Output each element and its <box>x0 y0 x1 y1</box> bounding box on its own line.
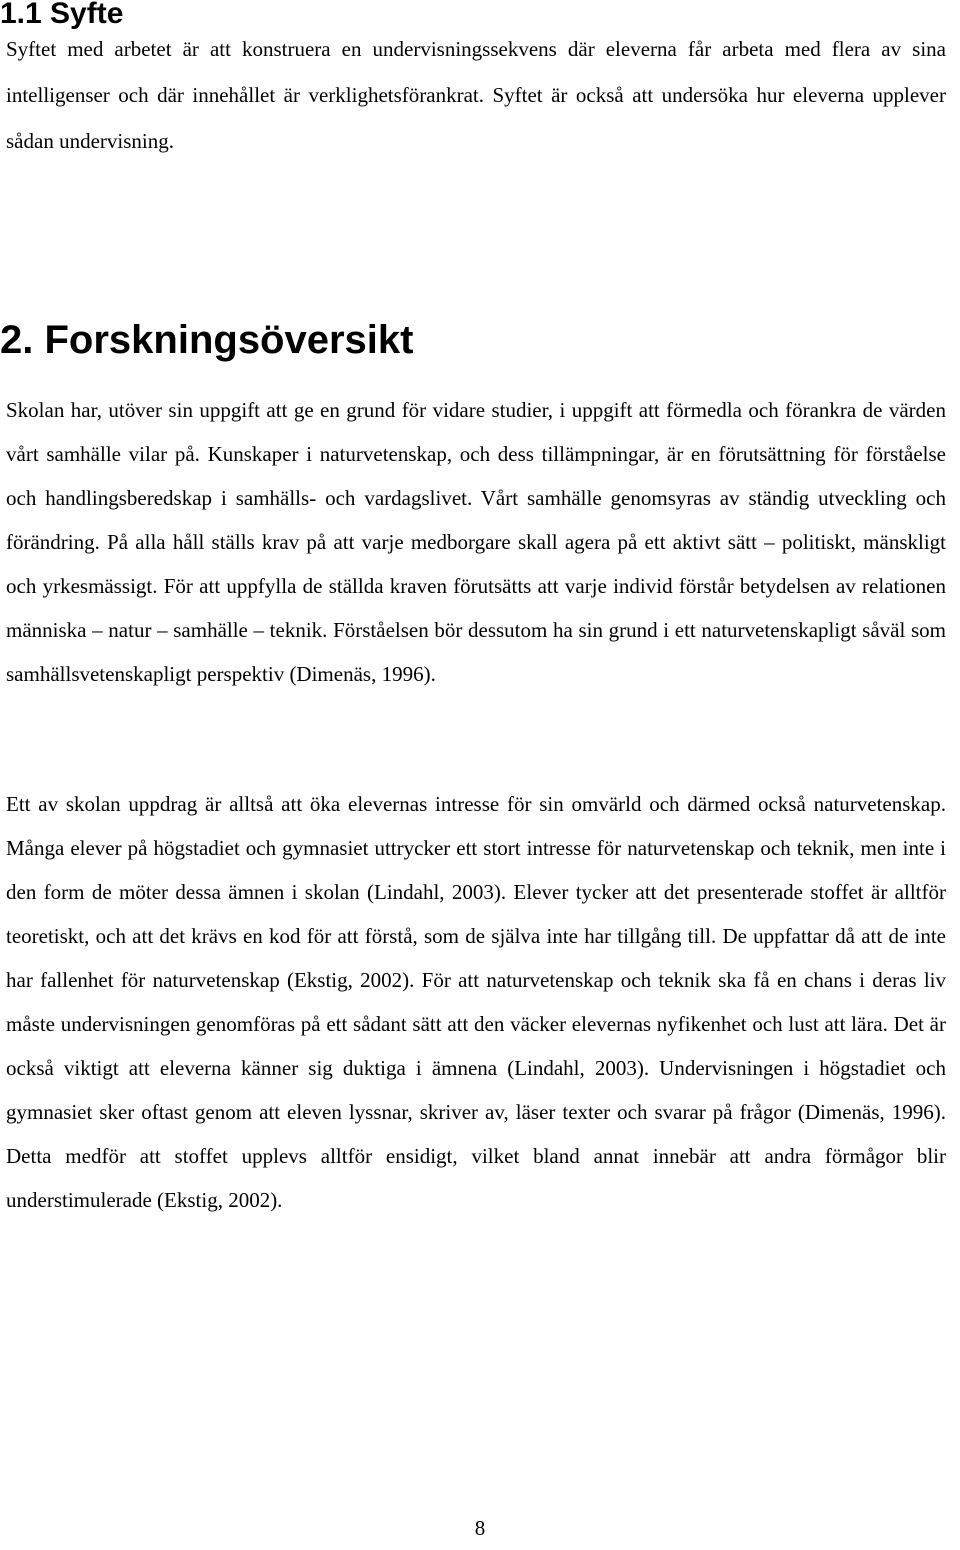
paragraph-forskning-2: Ett av skolan uppdrag är alltså att öka elevernas intresse för sin omvärld och därmed också naturvetenskap. Många elever på högstadiet och gymnasiet uttrycker ett stort intresse för naturvetenskap och teknik, men inte i den form de möter dessa ämnen i skolan (Lindahl, 2003). Elever tycker att det presenterade stoffet är alltför teoretiskt, och att det krävs en kod för att förstå, som de själva inte har tillgång till. De uppfattar då att de inte har fallenhet för naturvetenskap (Ekstig, 2002). För att naturvetenskap och teknik ska få en chans i deras liv måste undervisningen genomföras på ett sådant sätt att den väcker elevernas nyfikenhet och lust att lära. Det är också viktigt att eleverna känner sig duktiga i ämnena (Lindahl, 2003). Undervisningen i högstadiet och gymnasiet sker oftast genom att eleven lyssnar, skriver av, läser texter och svarar på frågor (Dimenäs, 1996). Detta medför att stoffet upplevs alltför ensidigt, vilket bland annat innebär att andra förmågor blir understimulerade (Ekstig, 2002). <box>6 792 946 1212</box>
chapter-heading-forskningsoversikt: 2. Forskningsöversikt <box>0 318 414 362</box>
paragraph-forskning-1: Skolan har, utöver sin uppgift att ge en grund för vidare studier, i uppgift att förmedla och förankra de värden vårt samhälle vilar på. Kunskaper i naturvetenskap, och dess tillämpningar, är en förutsättning för förståelse och handlingsberedskap i samhälls- och vardagslivet. Vårt samhälle genomsyras av ständig utveckling och förändring. På alla håll ställs krav på att varje medborgare skall agera på ett aktivt sätt – politiskt, mänskligt och yrkesmässigt. För att uppfylla de ställda kraven förutsätts att varje individ förstår betydelsen av relationen människa – natur – samhälle – teknik. Förståelsen bör dessutom ha sin grund i ett naturvetenskapligt såväl som samhällsvetenskapligt perspektiv (Dimenäs, 1996). <box>6 398 946 686</box>
section-heading-syfte: 1.1 Syfte <box>0 0 124 30</box>
paragraph-syfte: Syftet med arbetet är att konstruera en undervisningssekvens där eleverna får arbeta med flera av sina intelligenser och där innehållet är verklighetsförankrat. Syftet är också att undersöka hur eleverna upplever sådan undervisning. <box>6 37 946 153</box>
page-number: 8 <box>474 1516 486 1540</box>
